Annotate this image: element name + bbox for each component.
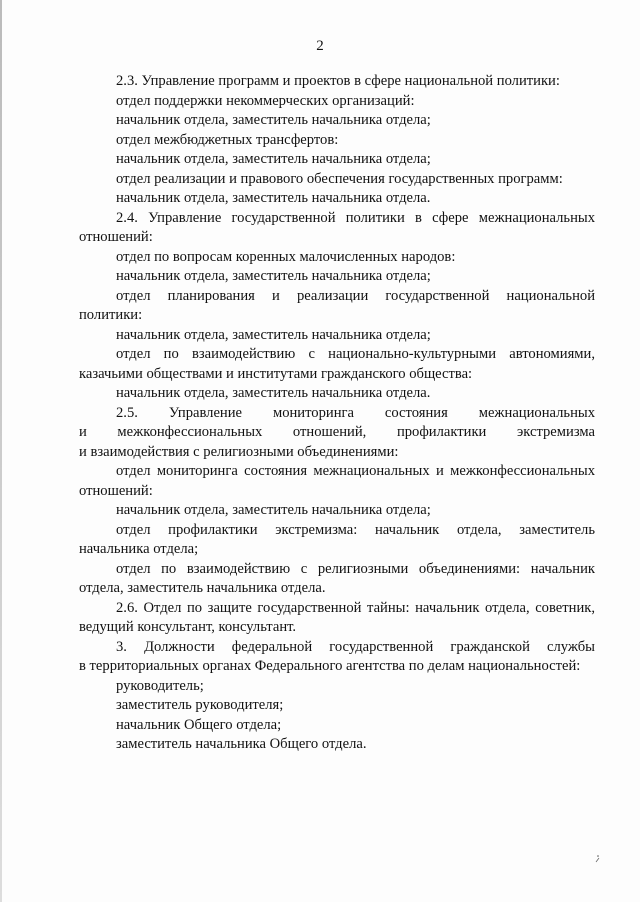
paragraph: отдел межбюджетных трансфертов: <box>116 131 339 148</box>
paragraph: начальник Общего отдела; <box>116 716 282 733</box>
scan-speck <box>596 858 599 862</box>
paragraph: начальник отдела, заместитель начальника отдела; <box>116 326 431 343</box>
paragraph: 2.3. Управление программ и проектов в сфере национальной политики: <box>116 73 560 89</box>
paragraph: отдел поддержки некоммерческих организаций: <box>116 92 415 109</box>
paragraph: заместитель начальника Общего отдела. <box>116 736 367 752</box>
paragraph: начальник отдела, заместитель начальника отдела; <box>116 151 431 167</box>
paragraph: руководитель; <box>116 677 204 694</box>
scan-speck <box>597 855 599 857</box>
page-number: 2 <box>316 38 324 54</box>
paragraph: отдел профилактики экстремизма: начальник отдела, заместитель начальника отдела; <box>79 521 595 557</box>
document-body <box>79 72 595 755</box>
scan-edge <box>0 0 2 902</box>
paragraph: отдел мониторинга состояния межнациональных и межконфессиональных отношений: <box>79 463 595 499</box>
paragraph: 3. Должности федеральной государственной гражданской службы в территориальных органах Федерального агентства по делам национальностей: <box>79 638 595 674</box>
paragraph: начальник отдела, заместитель начальника отдела. <box>116 190 431 206</box>
paragraph: отдел по вопросам коренных малочисленных народов: <box>116 248 456 265</box>
paragraph: начальник отдела, заместитель начальника отдела; <box>116 268 431 284</box>
paragraph: начальник отдела, заместитель начальника отдела; <box>116 112 431 128</box>
paragraph: отдел планирования и реализации государственной национальной политики: <box>79 287 595 323</box>
paragraph: начальник отдела, заместитель начальника отдела. <box>116 385 431 401</box>
paragraph: отдел по взаимодействию с религиозными объединениями: начальник отдела, заместитель начальника отдела. <box>79 560 595 596</box>
paragraph: 2.5. Управление мониторинга состояния межнациональных и межконфессиональных отношений, профилактики экстремизма и взаимодействия с религиозными объединениями: <box>79 404 595 460</box>
paragraph: 2.6. Отдел по защите государственной тайны: начальник отдела, советник, ведущий консультант, консультант. <box>79 599 595 635</box>
paragraph: отдел по взаимодействию с национально-культурными автономиями, казачьими обществами и институтами гражданского общества: <box>79 346 595 382</box>
paragraph: начальник отдела, заместитель начальника отдела; <box>116 502 431 518</box>
paragraph: заместитель руководителя; <box>116 697 284 713</box>
paragraph: 2.4. Управление государственной политики в сфере межнациональных отношений: <box>79 209 595 245</box>
paragraph: отдел реализации и правового обеспечения государственных программ: <box>116 170 563 187</box>
